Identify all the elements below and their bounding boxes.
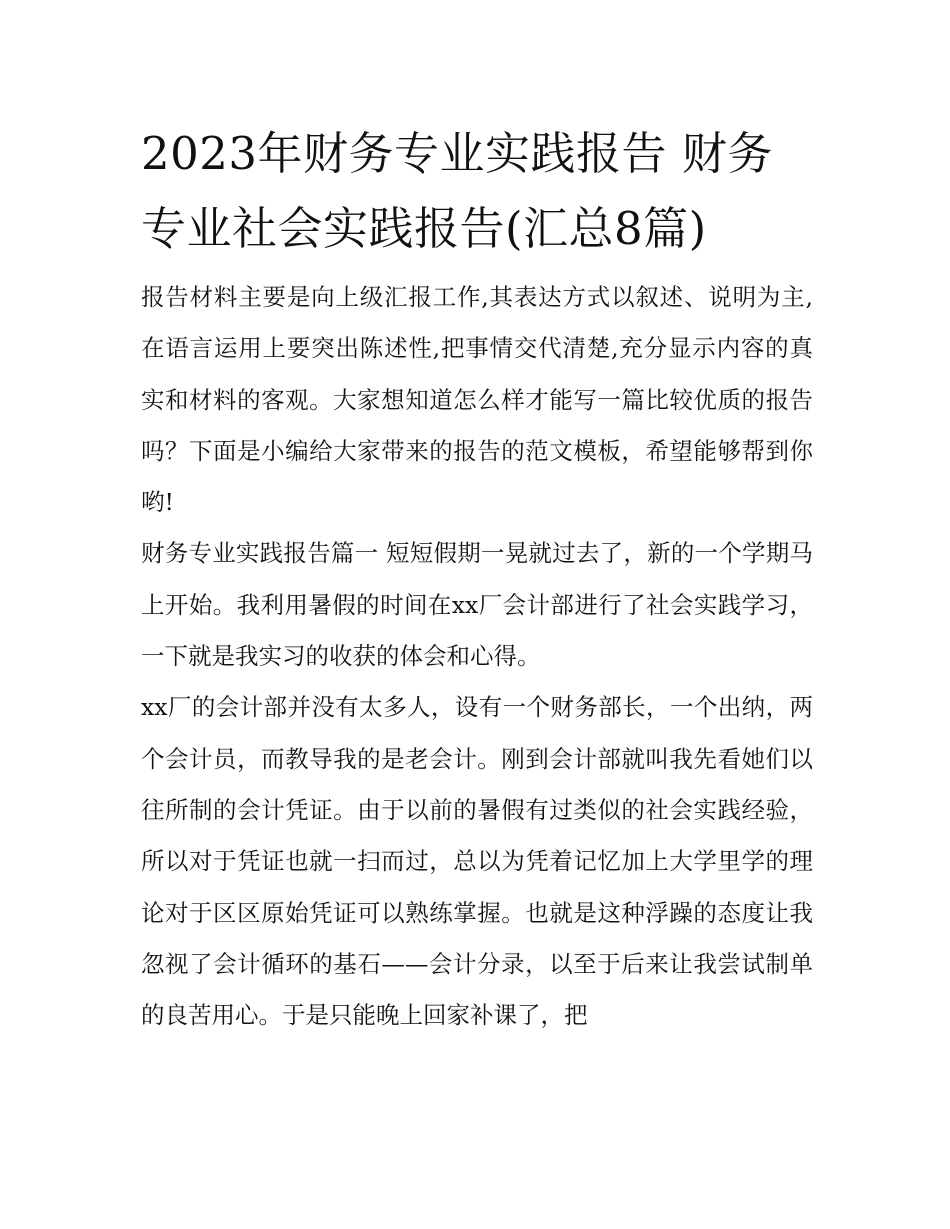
document-body: [141, 272, 813, 1041]
paragraph-report-one: 财务专业实践报告篇一 短短假期一晃就过去了，新的一个学期马上开始。我利用暑假的时间在xx厂会计部进行了社会实践学习，一下就是我实习的收获的体会和心得。: [141, 539, 813, 671]
document-content: [141, 116, 813, 1041]
document-title: 2023年财务专业实践报告 财务专业社会实践报告(汇总8篇): [141, 127, 773, 255]
paragraph-intro: 报告材料主要是向上级汇报工作,其表达方式以叙述、说明为主,在语言运用上要突出陈述性,把事情交代清楚,充分显示内容的真实和材料的客观。大家想知道怎么样才能写一篇比较优质的报告吗？下面是小编给大家带来的报告的范文模板，希望能够帮到你哟!: [141, 283, 813, 517]
paragraph-accounting-dept: xx厂的会计部并没有太多人，设有一个财务部长，一个出纳，两个会计员，而教导我的是老会计。刚到会计部就叫我先看她们以往所制的会计凭证。由于以前的暑假有过类似的社会实践经验，所以对于凭证也就一扫而过，总以为凭着记忆加上大学里学的理论对于区区原始凭证可以熟练掌握。也就是这种浮躁的态度让我忽视了会计循环的基石——会计分录，以至于后来让我尝试制单的良苦用心。于是只能晚上回家补课了，把: [141, 693, 813, 1030]
